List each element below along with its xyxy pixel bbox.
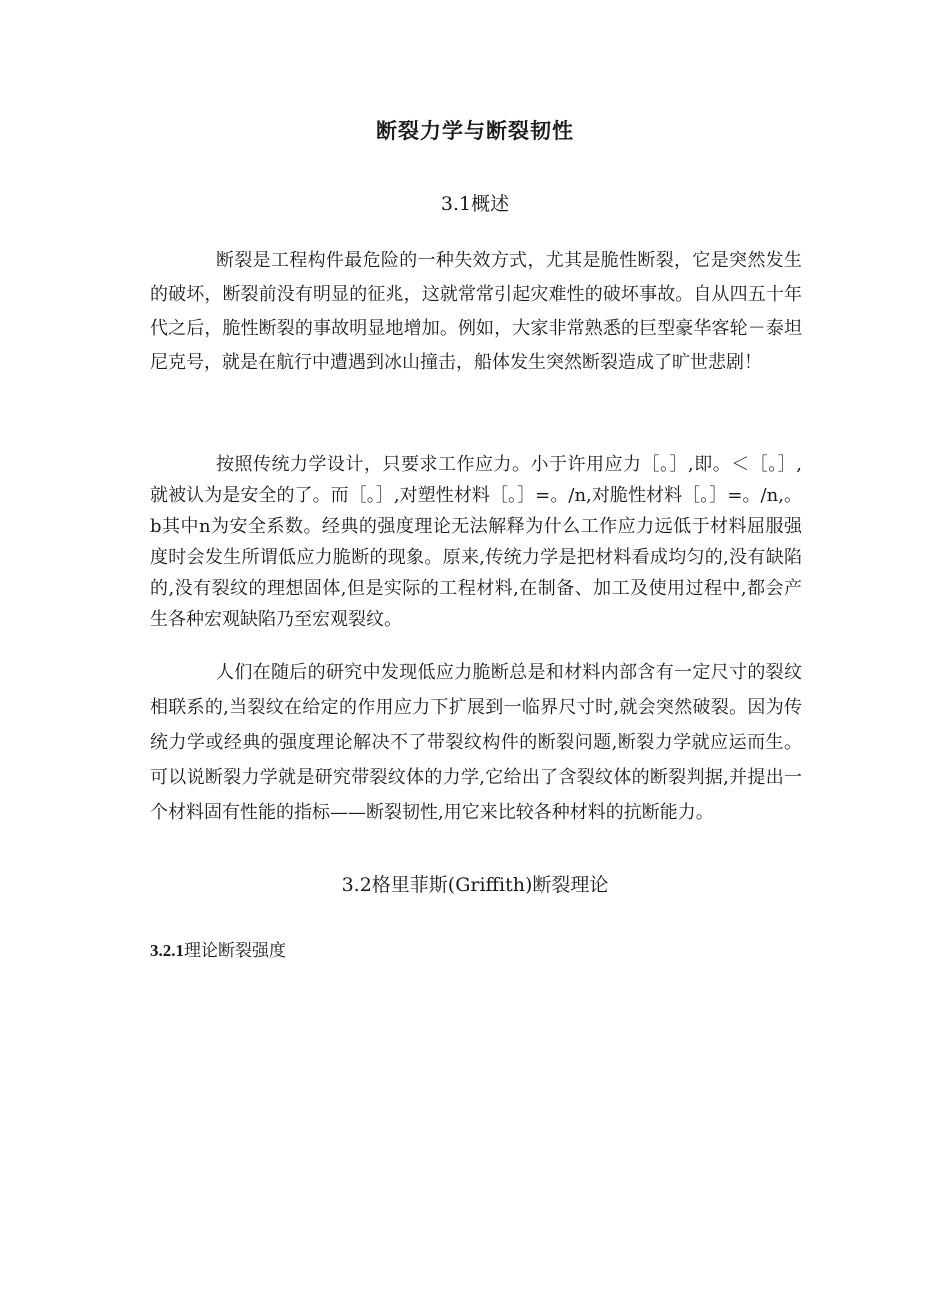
subsection-number: 3.2.1: [150, 941, 184, 960]
section-heading-3-1: 3.1概述: [440, 193, 510, 215]
document-title: 断裂力学与断裂韧性: [376, 119, 574, 143]
paragraph-fracture-mechanics: 人们在随后的研究中发现低应力脆断总是和材料内部含有一定尺寸的裂纹相联系的,当裂纹在给定的作用应力下扩展到一临界尺寸时,就会突然破裂。因为传统力学或经典的强度理论解决不了带裂纹构件的断裂问题,断裂力学就应运而生。可以说断裂力学就是研究带裂纹体的力学,它给出了含裂纹体的断裂判据,并提出一个材料固有性能的指标——断裂韧性,用它来比较各种材料的抗断能力。: [150, 662, 802, 823]
subsection-heading-3-2-1: [150, 936, 286, 961]
paragraph-traditional-design: 按照传统力学设计，只要求工作应力。小于许用应力［。］,即。＜［。］,就被认为是安全的了。而［。］,对塑性材料［。］=。/n,对脆性材料［。］=。/n,。b其中n为安全系数。经典的强度理论无法解释为什么工作应力远低于材料屈服强度时会发生所谓低应力脆断的现象。原来,传统力学是把材料看成均匀的,没有缺陷的,没有裂纹的理想固体,但是实际的工程材料,在制备、加工及使用过程中,都会产生各种宏观缺陷乃至宏观裂纹。: [150, 454, 802, 630]
section-heading-3-2: 3.2格里菲斯(Griffith)断裂理论: [341, 874, 609, 896]
paragraph-intro: 断裂是工程构件最危险的一种失效方式，尤其是脆性断裂，它是突然发生的破坏，断裂前没有明显的征兆，这就常常引起灾难性的破坏事故。自从四五十年代之后，脆性断裂的事故明显地增加。例如，大家非常熟悉的巨型豪华客轮－泰坦尼克号，就是在航行中遭遇到冰山撞击，船体发生突然断裂造成了旷世悲剧！: [150, 250, 802, 373]
subsection-title: 理论断裂强度: [184, 941, 286, 961]
